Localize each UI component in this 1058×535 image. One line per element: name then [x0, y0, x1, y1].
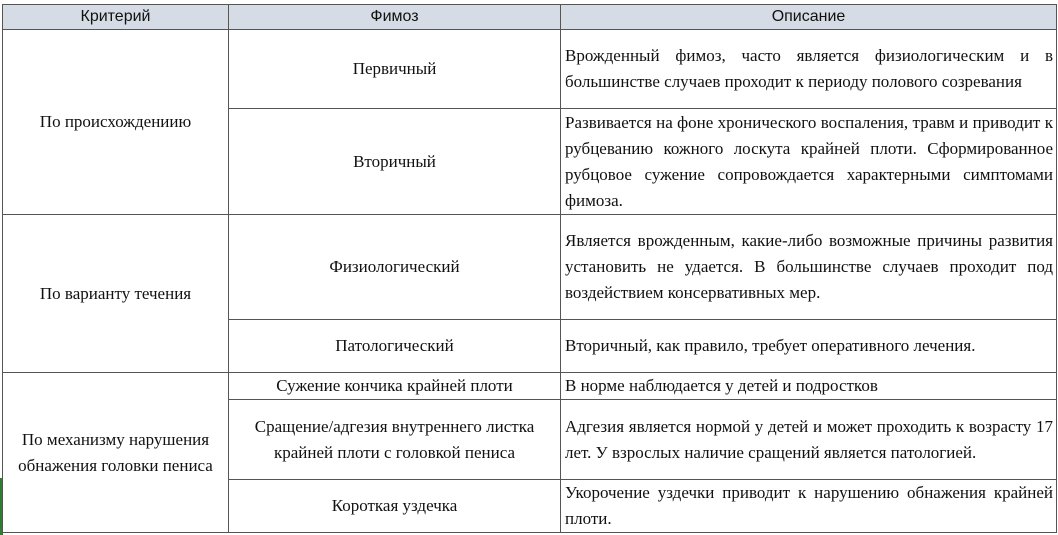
type-cell: Патологический	[229, 320, 561, 373]
header-phimosis: Фимоз	[229, 5, 561, 30]
table-row	[3, 215, 1057, 320]
type-cell: Короткая уздечка	[229, 480, 561, 533]
criterion-cell: По варианту течения	[3, 215, 229, 373]
description-cell: Развивается на фоне хронического воспаления, травм и приводит к рубцеванию кожного лоскута крайней плоти. Сформированное рубцовое сужение сопровождается характерными симптомами фимоза.	[561, 109, 1057, 215]
criterion-cell: По происхождениию	[3, 30, 229, 215]
type-cell: Первичный	[229, 30, 561, 109]
phimosis-classification-table	[2, 4, 1057, 533]
table-row	[3, 373, 1057, 400]
description-cell: Вторичный, как правило, требует оперативного лечения.	[561, 320, 1057, 373]
description-cell: Адгезия является нормой у детей и может проходить к возрасту 17 лет. У взрослых наличие сращений является патологией.	[561, 400, 1057, 480]
description-cell: Врожденный фимоз, часто является физиологическим и в большинстве случаев проходит к периоду полового созревания	[561, 30, 1057, 109]
description-cell: Укорочение уздечки приводит к нарушению обнажения крайней плоти.	[561, 480, 1057, 533]
type-cell: Физиологический	[229, 215, 561, 320]
description-cell: Является врожденным, какие-либо возможные причины развития установить не удается. В большинстве случаев проходит под воздействием консервативных мер.	[561, 215, 1057, 320]
table-row	[3, 30, 1057, 109]
type-cell: Вторичный	[229, 109, 561, 215]
header-description: Описание	[561, 5, 1057, 30]
header-criterion: Критерий	[3, 5, 229, 30]
criterion-cell: По механизму нарушения обнажения головки пениса	[3, 373, 229, 533]
type-cell: Сращение/адгезия внутреннего листка крайней плоти с головкой пениса	[229, 400, 561, 480]
type-cell: Сужение кончика крайней плоти	[229, 373, 561, 400]
header-row	[3, 5, 1057, 30]
description-cell: В норме наблюдается у детей и подростков	[561, 373, 1057, 400]
